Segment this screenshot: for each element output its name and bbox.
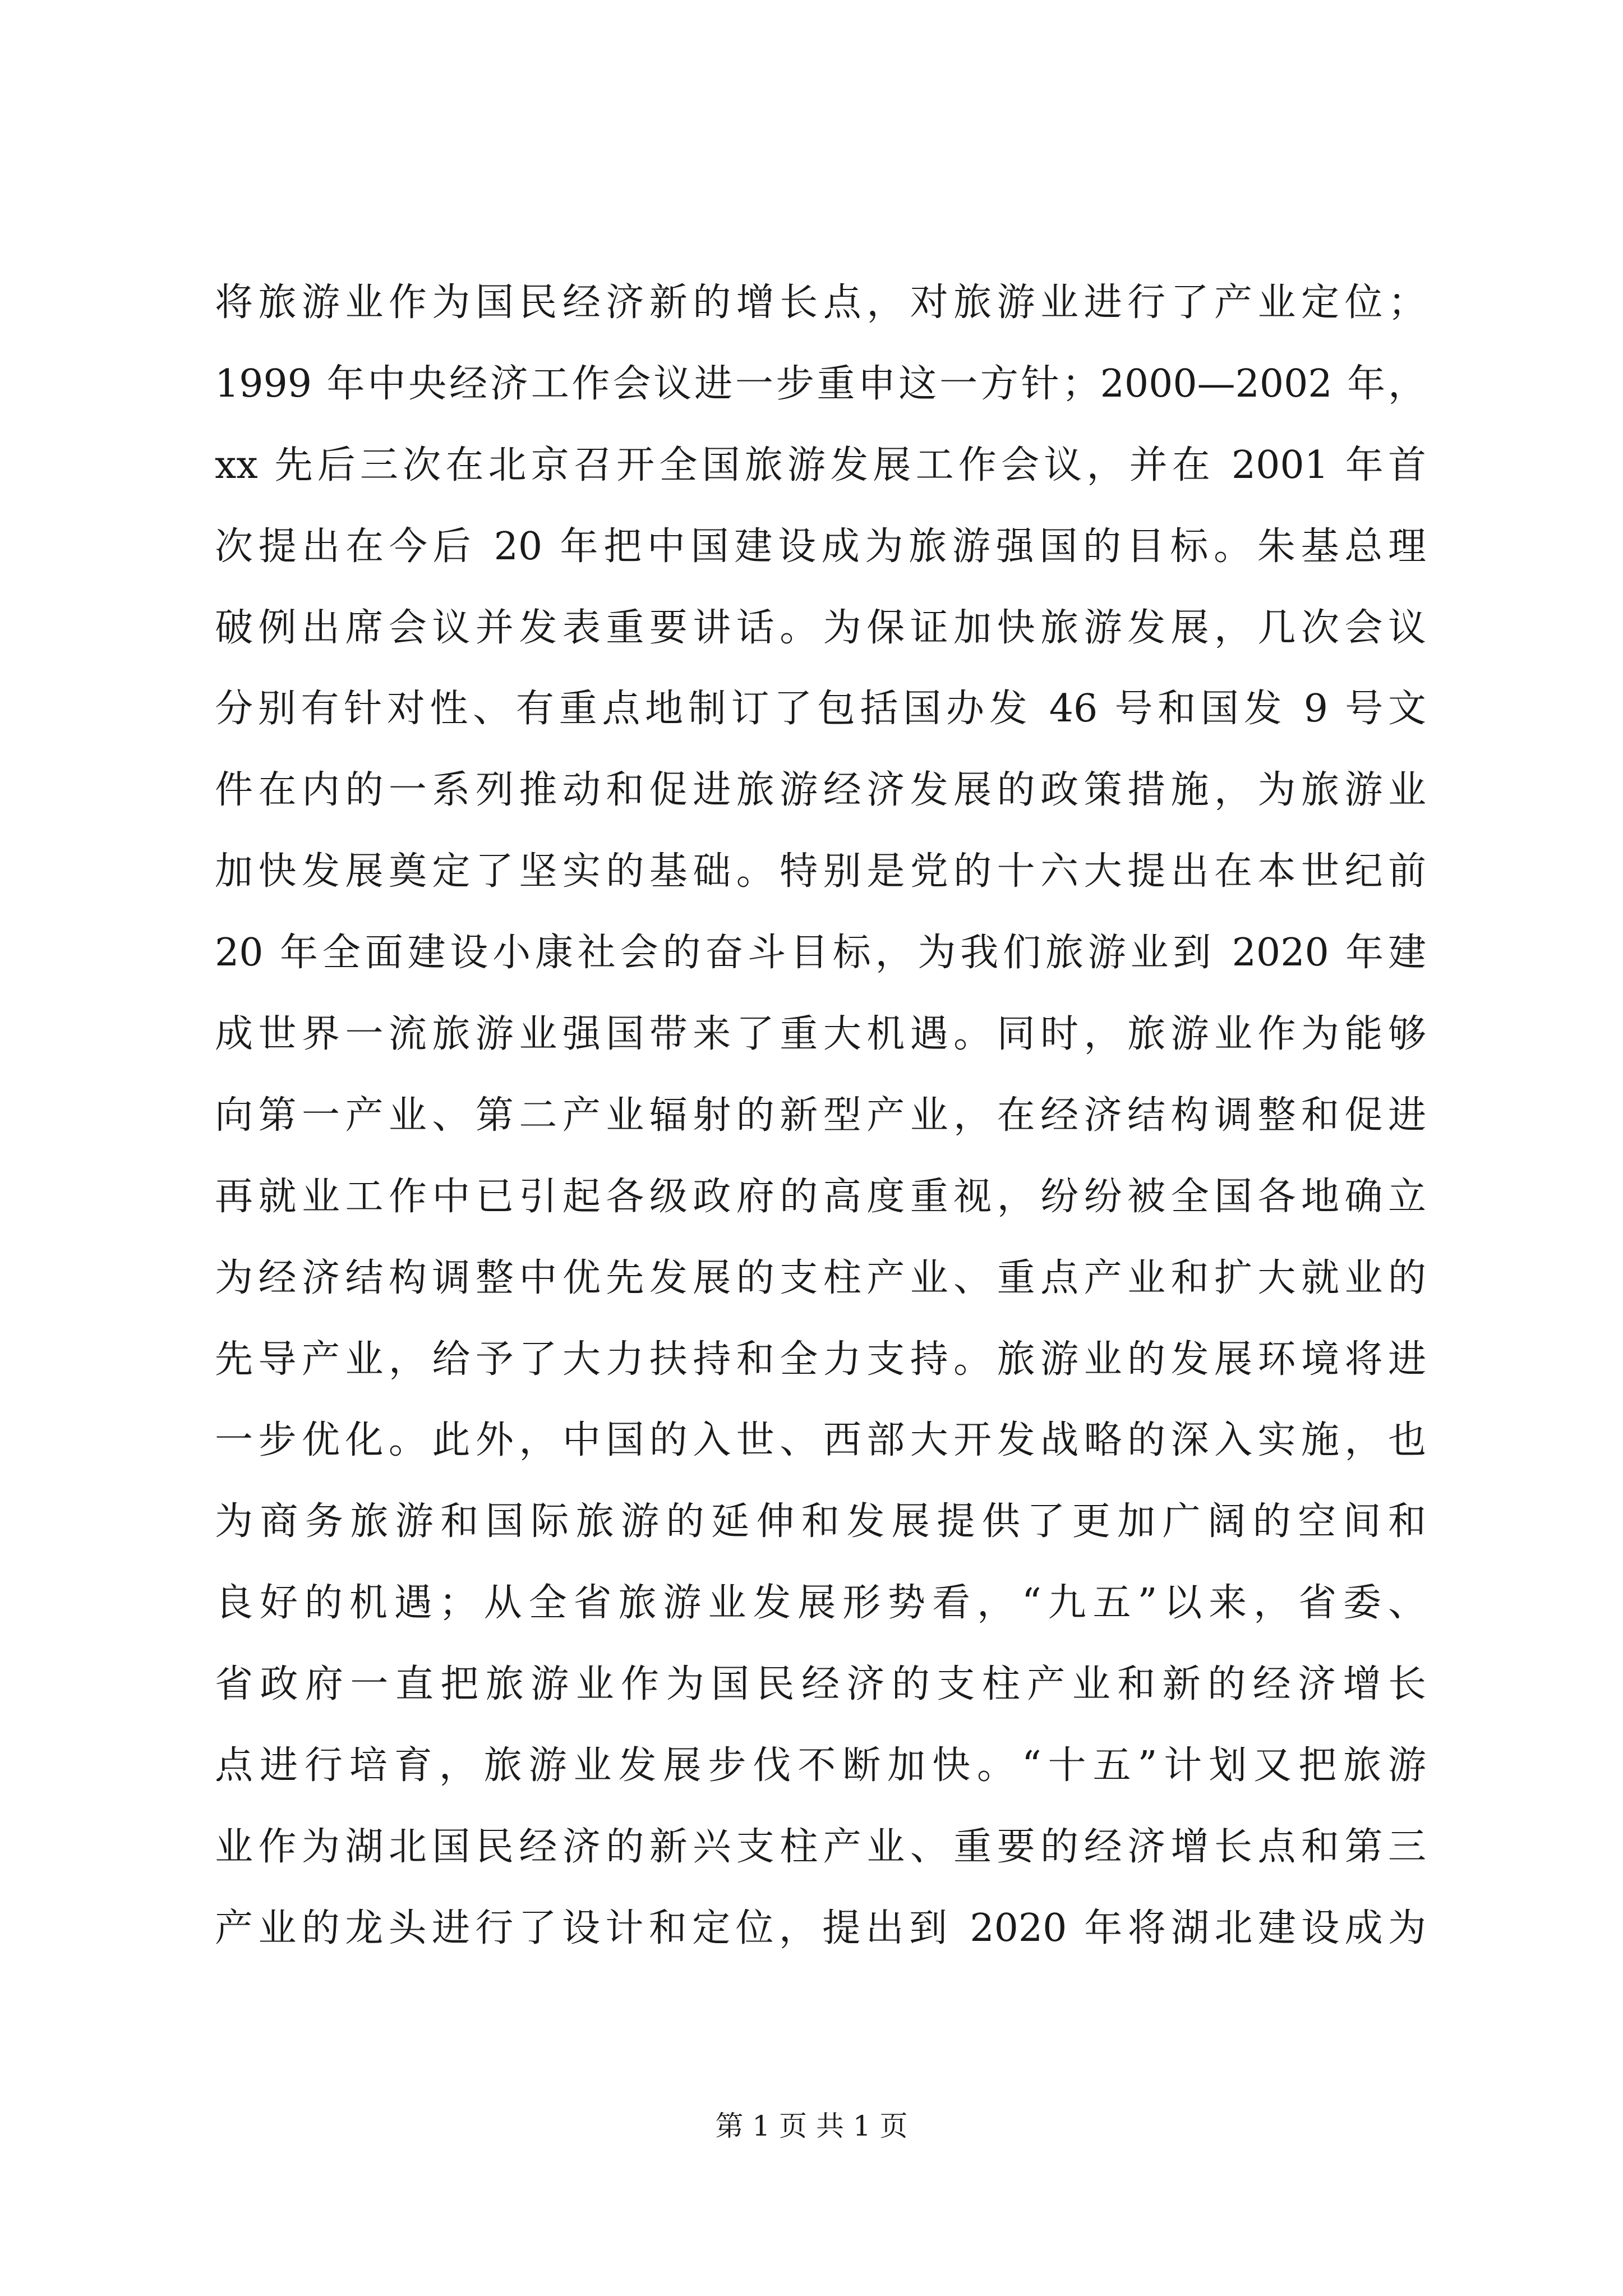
text-line: 一步优化。此外，中国的入世、西部大开发战略的深入实施，也 [215, 1418, 1426, 1463]
text-line: 1999 年中央经济工作会议进一步重申这一方针；2000—2002 年， [215, 361, 1426, 406]
text-line: 20 年全面建设小康社会的奋斗目标，为我们旅游业到 2020 年建 [215, 931, 1426, 976]
text-line: 良好的机遇；从全省旅游业发展形势看，“九五”以来，省委、 [215, 1581, 1426, 1626]
text-line: 业作为湖北国民经济的新兴支柱产业、重要的经济增长点和第三 [215, 1824, 1426, 1869]
text-line: 将旅游业作为国民经济新的增长点，对旅游业进行了产业定位； [215, 280, 1426, 325]
text-line: 再就业工作中已引起各级政府的高度重视，纷纷被全国各地确立 [215, 1174, 1426, 1219]
text-line: 点进行培育，旅游业发展步伐不断加快。“十五”计划又把旅游 [215, 1743, 1426, 1788]
page-footer: 第 1 页 共 1 页 [715, 2110, 908, 2142]
text-line: 分别有针对性、有重点地制订了包括国办发 46 号和国发 9 号文 [215, 687, 1426, 731]
text-line: 加快发展奠定了坚实的基础。特别是党的十六大提出在本世纪前 [215, 849, 1426, 894]
text-line: 破例出席会议并发表重要讲话。为保证加快旅游发展，几次会议 [215, 605, 1426, 650]
text-line: 成世界一流旅游业强国带来了重大机遇。同时，旅游业作为能够 [215, 1012, 1426, 1057]
text-line: 为商务旅游和国际旅游的延伸和发展提供了更加广阔的空间和 [215, 1499, 1426, 1544]
text-line: xx 先后三次在北京召开全国旅游发展工作会议，并在 2001 年首 [215, 443, 1426, 487]
body-paragraph [215, 263, 1426, 1970]
text-line: 件在内的一系列推动和促进旅游经济发展的政策措施，为旅游业 [215, 768, 1426, 813]
text-line: 省政府一直把旅游业作为国民经济的支柱产业和新的经济增长 [215, 1662, 1426, 1707]
text-line: 为经济结构调整中优先发展的支柱产业、重点产业和扩大就业的 [215, 1255, 1426, 1300]
text-line: 产业的龙头进行了设计和定位，提出到 2020 年将湖北建设成为 [215, 1906, 1426, 1950]
text-line: 先导产业，给予了大力扶持和全力支持。旅游业的发展环境将进 [215, 1337, 1426, 1382]
text-line: 向第一产业、第二产业辐射的新型产业，在经济结构调整和促进 [215, 1093, 1426, 1138]
text-line: 次提出在今后 20 年把中国建设成为旅游强国的目标。朱基总理 [215, 524, 1426, 569]
